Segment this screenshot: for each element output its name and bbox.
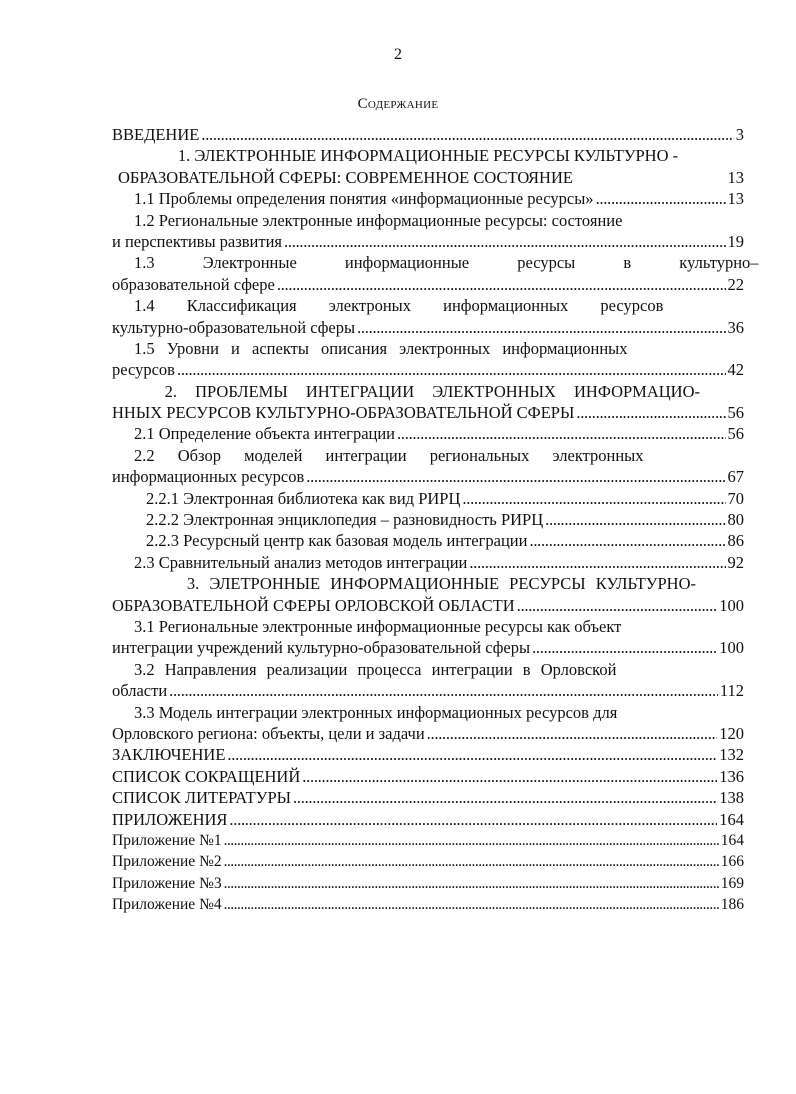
toc-entry-page: 36: [727, 317, 744, 337]
toc-entry-conclusion[interactable]: [112, 744, 744, 765]
toc-entry-text: Приложение №1: [112, 831, 222, 849]
toc-entry-text: 2.2.2 Электронная энциклопедия – разновидность РИРЦ: [146, 510, 544, 530]
toc-entry-page: 169: [720, 874, 744, 892]
toc-entry-page: 67: [727, 467, 744, 487]
toc-entry-text-cont: образовательной сфере: [112, 274, 275, 294]
toc-entry-2-2-3[interactable]: [112, 530, 744, 551]
toc-entry-appendix-1[interactable]: [112, 830, 744, 851]
toc-entry-page: 13: [727, 189, 744, 209]
toc-entry-text: СПИСОК СОКРАЩЕНИЙ: [112, 766, 301, 786]
page-number: 2: [394, 46, 402, 63]
toc-entry-text: 2.2 Обзор моделей интеграции региональных электронных: [134, 445, 644, 465]
toc-entry-chapter-3[interactable]: [112, 573, 744, 616]
toc-entry-text: 2.3 Сравнительный анализ методов интеграции: [134, 552, 468, 572]
toc-entry-page: 22: [727, 274, 744, 294]
toc-entry-page: 100: [719, 595, 744, 615]
toc-entry-appendix-3[interactable]: [112, 873, 744, 894]
toc-entry-page: 80: [727, 510, 744, 530]
toc-entry-text-cont: информационных ресурсов: [112, 467, 305, 487]
toc-entry-1-3[interactable]: [112, 252, 759, 295]
toc-entry-1-5[interactable]: [112, 338, 744, 381]
toc-entry-text-cont: ОБРАЗОВАТЕЛЬНОЙ СФЕРЫ ОРЛОВСКОЙ ОБЛАСТИ: [112, 595, 515, 615]
toc-entry-abbreviations[interactable]: [112, 766, 744, 787]
toc-entry-chapter-1[interactable]: [112, 145, 744, 188]
toc-entry-page: 164: [720, 831, 744, 849]
toc-entry-1-4[interactable]: [112, 295, 744, 338]
toc-entry-1-1[interactable]: [112, 188, 744, 209]
toc-entry-page: 166: [720, 853, 744, 871]
toc-entry-text: Приложение №3: [112, 874, 222, 892]
toc-entry-3-3[interactable]: [112, 702, 744, 745]
toc-entry-page: 3: [735, 125, 744, 144]
toc-entry-page: 56: [727, 403, 744, 423]
toc-entry-text: ЗАКЛЮЧЕНИЕ: [112, 745, 226, 765]
toc-entry-2-2-2[interactable]: [112, 509, 744, 530]
toc-entry-text: 1.2 Региональные электронные информационные ресурсы: состояние: [134, 210, 623, 230]
toc-entry-text: 3.3 Модель интеграции электронных информационных ресурсов для: [134, 702, 618, 722]
toc-entry-text: СПИСОК ЛИТЕРАТУРЫ: [112, 788, 292, 808]
toc-entry-text: Приложение №4: [112, 896, 222, 914]
toc-entry-page: 120: [719, 723, 744, 743]
toc-entry-page: 186: [720, 896, 744, 914]
toc-entry-1-2[interactable]: [112, 210, 744, 253]
toc-entry-text: Приложение №2: [112, 853, 222, 871]
toc-entry-text: ВВЕДЕНИЕ: [112, 125, 200, 144]
toc-title: Содержание: [357, 96, 439, 112]
toc-entry-text-cont: области: [112, 681, 168, 701]
toc-entry-text-cont: культурно-образовательной сферы: [112, 317, 356, 337]
toc-entry-page: 13: [727, 167, 744, 187]
toc-entry-page: 70: [727, 488, 744, 508]
toc-entry-text: 2.2.1 Электронная библиотека как вид РИРЦ: [146, 488, 461, 508]
toc-entry-page: 164: [719, 809, 744, 829]
toc-entry-2-2[interactable]: [112, 445, 744, 488]
toc-entry-text: 1.1 Проблемы определения понятия «информационные ресурсы»: [134, 189, 594, 209]
toc-entry-text: 2. ПРОБЛЕМЫ ИНТЕГРАЦИИ ЭЛЕКТРОННЫХ ИНФОРМАЦИО-: [164, 381, 700, 401]
toc-entry-text: 2.1 Определение объекта интеграции: [134, 424, 396, 444]
toc-entry-text: 1.5 Уровни и аспекты описания электронных информационных: [134, 338, 628, 358]
toc-entry-text: 2.2.3 Ресурсный центр как базовая модель интеграции: [146, 531, 528, 551]
toc-entry-text: ПРИЛОЖЕНИЯ: [112, 809, 228, 829]
toc-entry-page: 100: [719, 638, 744, 658]
toc-entry-text: 1.3 Электронные информационные ресурсы в культурно–: [134, 253, 759, 273]
toc-entry-page: 132: [719, 745, 744, 765]
toc-entry-appendix-2[interactable]: [112, 851, 744, 872]
toc-entry-text-cont: ННЫХ РЕСУРСОВ КУЛЬТУРНО-ОБРАЗОВАТЕЛЬНОЙ СФЕРЫ: [112, 403, 575, 423]
toc-entry-text-cont: ресурсов: [112, 360, 175, 380]
toc-entry-appendices[interactable]: [112, 809, 744, 830]
toc-entry-text-cont: и перспективы развития: [112, 231, 283, 251]
toc-entry-3-2[interactable]: [112, 659, 744, 702]
toc-entry-text-cont: Орловского региона: объекты, цели и задачи: [112, 723, 425, 743]
toc-entry-3-1[interactable]: [112, 616, 744, 659]
toc-entry-text: 3.2 Направления реализации процесса интеграции в Орловской: [134, 659, 617, 679]
toc-entry-chapter-2[interactable]: [112, 381, 744, 424]
toc-entry-page: 112: [719, 681, 744, 701]
toc-entry-page: 92: [727, 552, 744, 572]
toc-entry-appendix-4[interactable]: [112, 894, 744, 915]
toc-entry-page: 19: [727, 231, 744, 251]
toc-entry-text: 1. ЭЛЕКТРОННЫЕ ИНФОРМАЦИОННЫЕ РЕСУРСЫ КУЛЬТУРНО -: [177, 146, 679, 166]
toc-entry-page: 138: [719, 788, 744, 808]
toc-entry-page: 136: [719, 766, 744, 786]
toc-entry-page: 56: [727, 424, 744, 444]
toc-entry-page: 86: [727, 531, 744, 551]
toc-entry-page: 42: [727, 360, 744, 380]
toc-entry-references[interactable]: [112, 787, 744, 808]
toc-entry-text: 3. ЭЛЕТРОННЫЕ ИНФОРМАЦИОННЫЕ РЕСУРСЫ КУЛЬТУРНО-: [186, 574, 696, 594]
table-of-contents: [112, 124, 759, 915]
toc-entry-2-1[interactable]: [112, 423, 744, 444]
toc-entry-text-cont: интеграции учреждений культурно-образовательной сферы: [112, 638, 531, 658]
toc-entry-text: 1.4 Классификация электроных информационных ресурсов: [134, 296, 664, 316]
toc-entry-2-2-1[interactable]: [112, 488, 744, 509]
toc-entry-2-3[interactable]: [112, 552, 744, 573]
toc-entry-introduction[interactable]: [112, 124, 744, 145]
toc-entry-text-cont: ОБРАЗОВАТЕЛЬНОЙ СФЕРЫ: СОВРЕМЕННОЕ СОСТОЯНИЕ: [118, 167, 573, 187]
toc-entry-text: 3.1 Региональные электронные информационные ресурсы как объект: [134, 616, 622, 636]
